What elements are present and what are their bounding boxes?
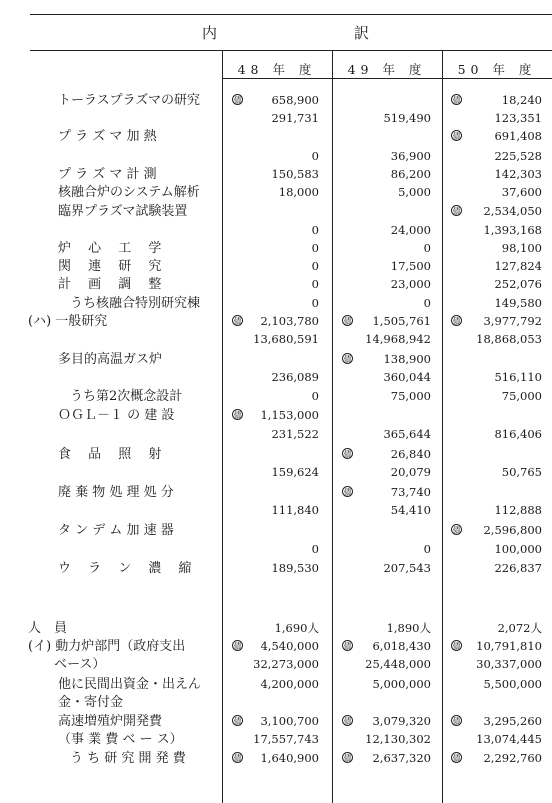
bond-mark-icon: 債: [343, 355, 352, 364]
fy49-value: 0: [423, 241, 431, 255]
fy50-value: 516,110: [494, 370, 542, 384]
fy50-value: 18,868,053: [476, 332, 542, 346]
table-row: [0, 522, 552, 539]
table-row: [0, 184, 552, 201]
table-row: [0, 148, 552, 165]
row-label: 核融合炉のシステム解析: [58, 185, 200, 200]
header-breakdown-left: 内: [202, 24, 218, 42]
fy49-value: 6,018,430: [372, 639, 431, 653]
fy50-value: 252,076: [494, 277, 542, 291]
bond-mark-icon: 債: [233, 96, 242, 105]
row-label: プ ラ ズ マ 加 熱: [58, 129, 157, 144]
table-row: [0, 541, 552, 558]
row-label: 炉 心 工 学: [58, 241, 162, 256]
row-label: 他に民間出資金・出えん: [58, 677, 202, 692]
year-header-50: 50 年 度: [457, 62, 537, 77]
fy49-value: 14,968,942: [365, 332, 431, 346]
table-row: [0, 258, 552, 275]
fy49-value: 73,740: [390, 485, 431, 499]
table-row: [0, 676, 552, 693]
bond-mark-icon: 債: [343, 717, 352, 726]
fy49-value: 1,505,761: [372, 314, 431, 328]
row-label: 金・寄付金: [58, 695, 124, 710]
bond-mark-icon: 債: [452, 207, 461, 216]
bond-mark-icon: 債: [452, 132, 461, 141]
table-row: [0, 464, 552, 481]
table-row: [0, 750, 552, 767]
fy50-value: 123,351: [494, 111, 542, 125]
fy48-value: 0: [311, 149, 319, 163]
row-label: うち核融合特別研究棟: [70, 296, 201, 311]
table-row: [0, 92, 552, 109]
year-header-48: 48 年 度: [237, 62, 317, 77]
row-label: 関 連 研 究: [58, 259, 162, 274]
row-label: ＯＧＬ－１ の 建 設: [58, 408, 175, 423]
fy48-value: 0: [311, 296, 319, 310]
table-row: [0, 731, 552, 748]
fy48-value: 1,640,900: [260, 751, 319, 765]
table-row: [0, 578, 552, 595]
bond-mark-icon: 債: [343, 450, 352, 459]
table-row: [0, 295, 552, 312]
row-label: トーラスプラズマの研究: [58, 93, 200, 108]
fy50-value: 142,303: [494, 167, 542, 181]
table-row: [0, 407, 552, 424]
fy50-value: 226,837: [494, 561, 542, 575]
table-row: [0, 656, 552, 673]
fy48-value: 150,583: [271, 167, 319, 181]
row-label: 食 品 照 射: [58, 447, 162, 462]
table-row: [0, 351, 552, 368]
fy50-value: 691,408: [494, 129, 542, 143]
fy48-value: 159,624: [271, 465, 319, 479]
row-label: う ち 研 究 開 発 費: [70, 751, 186, 766]
fy48-value: 0: [311, 389, 319, 403]
fy49-value: 3,079,320: [372, 714, 431, 728]
row-label: (ハ) 一般研究: [28, 314, 108, 329]
fy49-value: 26,840: [390, 447, 431, 461]
fy49-value: 36,900: [390, 149, 431, 163]
fy48-value: 3,100,700: [260, 714, 319, 728]
fy50-value: 2,292,760: [483, 751, 542, 765]
fy50-value: 37,600: [501, 185, 542, 199]
row-label: 計 画 調 整: [58, 277, 162, 292]
fy49-value: 54,410: [390, 503, 431, 517]
fy48-value: 658,900: [271, 93, 319, 107]
fy49-value: 207,543: [383, 561, 431, 575]
bond-mark-icon: 債: [233, 642, 242, 651]
fy48-value: 231,522: [271, 427, 319, 441]
fy49-value: 360,044: [383, 370, 431, 384]
fy48-value: 0: [311, 277, 319, 291]
bond-mark-icon: 債: [452, 642, 461, 651]
table-row: [0, 426, 552, 443]
fy48-value: 4,540,000: [260, 639, 319, 653]
fy50-value: 13,074,445: [476, 732, 542, 746]
fy49-value: 138,900: [383, 352, 431, 366]
bond-mark-icon: 債: [343, 754, 352, 763]
fy49-value: 12,130,302: [365, 732, 431, 746]
top-rule: [30, 14, 552, 15]
fy50-value: 50,765: [501, 465, 542, 479]
fy49-value: 20,079: [390, 465, 431, 479]
header-rule: [30, 50, 552, 51]
table-row: [0, 484, 552, 501]
fy49-value: 5,000,000: [372, 677, 431, 691]
fy49-value: 0: [423, 542, 431, 556]
fy48-value: 32,273,000: [253, 657, 319, 671]
fy50-value: 2,072人: [497, 621, 542, 635]
table-row: [0, 166, 552, 183]
bond-mark-icon: 債: [452, 754, 461, 763]
fy50-value: 1,393,168: [483, 223, 542, 237]
year-header-49: 49 年 度: [347, 62, 427, 77]
table-row: [0, 446, 552, 463]
bond-mark-icon: 債: [343, 642, 352, 651]
table-row: [0, 502, 552, 519]
row-label: タ ン デ ム 加 速 器: [58, 523, 174, 538]
bond-mark-icon: 債: [343, 488, 352, 497]
fy50-value: 30,337,000: [476, 657, 542, 671]
table-row: [0, 694, 552, 711]
table-row: [0, 110, 552, 127]
fy49-value: 24,000: [390, 223, 431, 237]
table-row: [0, 369, 552, 386]
fy50-value: 2,596,800: [483, 523, 542, 537]
fy50-value: 127,824: [494, 259, 542, 273]
bond-mark-icon: 債: [233, 717, 242, 726]
row-label: 臨界プラズマ試験装置: [58, 204, 188, 219]
fy48-value: 189,530: [271, 561, 319, 575]
table-row: [0, 620, 552, 637]
table-row: [0, 638, 552, 655]
fy48-value: 18,000: [278, 185, 319, 199]
fy48-value: 0: [311, 223, 319, 237]
table-row: [0, 240, 552, 257]
fy50-value: 112,888: [494, 503, 542, 517]
fy50-value: 3,295,260: [483, 714, 542, 728]
table-row: [0, 713, 552, 730]
fy48-value: 4,200,000: [260, 677, 319, 691]
fy48-value: 17,557,743: [253, 732, 319, 746]
fy50-value: 2,534,050: [483, 204, 542, 218]
fy48-value: 111,840: [271, 503, 319, 517]
table-row: [0, 276, 552, 293]
fy49-value: 75,000: [390, 389, 431, 403]
year-rule: [222, 78, 552, 79]
header-breakdown-right: 訳: [354, 24, 370, 42]
bond-mark-icon: 債: [452, 96, 461, 105]
fy50-value: 75,000: [501, 389, 542, 403]
table-row: [0, 313, 552, 330]
row-label: （事 業 費 ベ ー ス）: [58, 732, 183, 747]
table-row: [0, 222, 552, 239]
fy48-value: 0: [311, 542, 319, 556]
bond-mark-icon: 債: [233, 411, 242, 420]
fy50-value: 10,791,810: [476, 639, 542, 653]
table-row: [0, 128, 552, 145]
fy50-value: 225,528: [494, 149, 542, 163]
fy50-value: 98,100: [501, 241, 542, 255]
fy50-value: 3,977,792: [483, 314, 542, 328]
fy50-value: 5,500,000: [483, 677, 542, 691]
fy49-value: 25,448,000: [365, 657, 431, 671]
fy48-value: 291,731: [271, 111, 319, 125]
fy49-value: 0: [423, 296, 431, 310]
bond-mark-icon: 債: [452, 717, 461, 726]
fy48-value: 0: [311, 241, 319, 255]
fy50-value: 100,000: [494, 542, 542, 556]
bond-mark-icon: 債: [452, 317, 461, 326]
table-row: [0, 388, 552, 405]
row-label: うち第2次概念設計: [70, 389, 183, 404]
fy48-value: 2,103,780: [260, 314, 319, 328]
fy49-value: 365,644: [383, 427, 431, 441]
bond-mark-icon: 債: [233, 754, 242, 763]
fy49-value: 1,890人: [386, 621, 431, 635]
table-row: [0, 331, 552, 348]
row-label: ウ ラ ン 濃 縮: [58, 561, 192, 576]
fy50-value: 816,406: [494, 427, 542, 441]
fy49-value: 86,200: [390, 167, 431, 181]
bond-mark-icon: 債: [233, 317, 242, 326]
row-label: (イ) 動力炉部門（政府支出: [28, 639, 186, 654]
fy50-value: 149,580: [494, 296, 542, 310]
row-label: 廃 棄 物 処 理 処 分: [58, 485, 174, 500]
fy49-value: 17,500: [390, 259, 431, 273]
bond-mark-icon: 債: [452, 526, 461, 535]
bond-mark-icon: 債: [343, 317, 352, 326]
fy49-value: 2,637,320: [372, 751, 431, 765]
table-row: [0, 560, 552, 577]
fy48-value: 1,153,000: [260, 408, 319, 422]
fy48-value: 13,680,591: [253, 332, 319, 346]
row-label: 高速増殖炉開発費: [58, 714, 163, 729]
row-label: プ ラ ズ マ 計 測: [58, 167, 157, 182]
fy48-value: 1,690人: [274, 621, 319, 635]
table-row: [0, 203, 552, 220]
row-label: 多目的高温ガス炉: [58, 352, 163, 367]
fy49-value: 5,000: [398, 185, 431, 199]
fy49-value: 519,490: [383, 111, 431, 125]
row-label: 人 員: [28, 621, 68, 636]
fy48-value: 0: [311, 259, 319, 273]
fy48-value: 236,089: [271, 370, 319, 384]
fy50-value: 18,240: [501, 93, 542, 107]
fy49-value: 23,000: [390, 277, 431, 291]
row-label: ベース）: [28, 657, 106, 672]
